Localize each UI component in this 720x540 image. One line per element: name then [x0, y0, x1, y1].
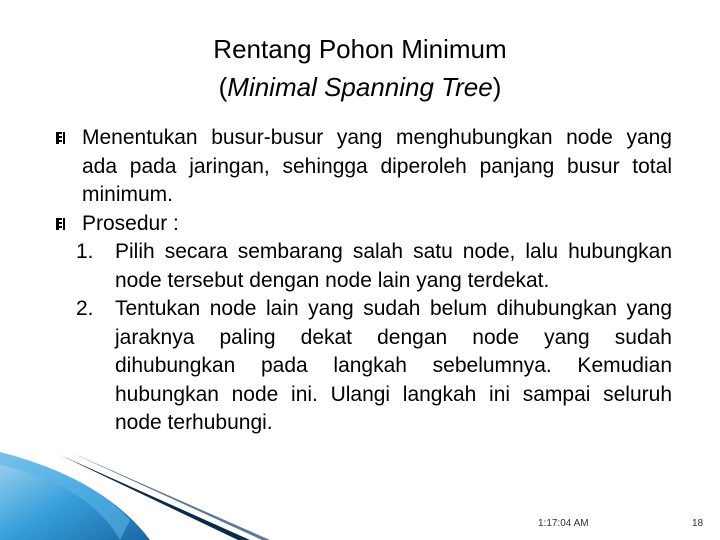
bullet-item	[82, 124, 672, 210]
step-number: 1.	[76, 240, 94, 263]
title-close-paren: )	[492, 72, 502, 102]
section-bullet-icon	[53, 130, 67, 146]
bullet-text: Menentukan busur-busur yang menghubungkan node yang ada pada jaringan, sehingga diperoleh panjang busur total minimum.	[82, 126, 672, 206]
procedure-steps	[76, 238, 672, 438]
title-open-paren: (	[218, 72, 228, 102]
slide-title	[0, 30, 720, 106]
section-bullet-icon	[53, 216, 67, 232]
step-number: 2.	[76, 297, 94, 320]
step-text: Tentukan node lain yang sudah belum dihubungkan yang jaraknya paling dekat dengan node yang sudah dihubungkan pada langkah sebelumnya. Kemudian hubungkan node ini. Ulangi langkah ini sampai seluruh node terhubungi.	[115, 297, 672, 434]
footer-time: 1:17:04 AM	[538, 518, 589, 529]
title-line-2	[0, 68, 720, 106]
bullet-item	[82, 210, 672, 239]
title-line-1: Rentang Pohon Minimum	[213, 34, 507, 64]
procedure-step	[76, 238, 672, 295]
bullet-text: Prosedur :	[82, 211, 179, 235]
procedure-step	[76, 295, 672, 438]
step-text: Pilih secara sembarang salah satu node, lalu hubungkan node tersebut dengan node lain yang terdekat.	[115, 240, 672, 292]
slide-content	[76, 124, 672, 438]
page-number: 18	[692, 518, 704, 529]
title-italic-term: Minimal Spanning Tree	[227, 72, 493, 102]
